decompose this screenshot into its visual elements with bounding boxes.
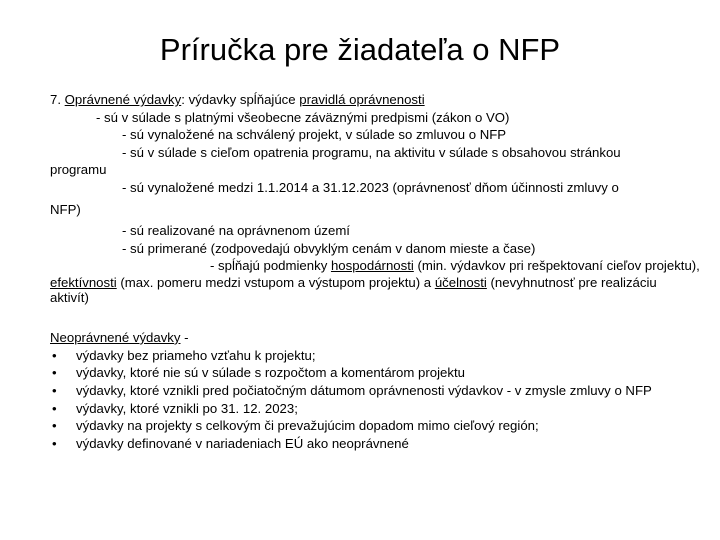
section7-heading-line xyxy=(50,91,690,109)
bullet-icon: • xyxy=(52,400,57,416)
intro-text: výdavky spĺňajúce xyxy=(184,92,300,107)
eligible-item-continuation: NFP) xyxy=(50,201,81,217)
list-item-text: výdavky bez priameho vzťahu k projektu; xyxy=(76,347,316,363)
section-number: 7. xyxy=(50,92,61,107)
last-end: (nevyhnutnosť pre realizáciu aktivít) xyxy=(50,274,661,305)
ineligible-heading: Neoprávnené výdavky xyxy=(50,329,181,345)
effectiveness-term: účelnosti xyxy=(434,274,487,290)
eligible-item: - sú primerané (zodpovedajú obvyklým cenám v danom mieste a čase) xyxy=(122,240,536,256)
eligible-item-last-line2 xyxy=(50,275,690,305)
eligible-heading: Oprávnené výdavky xyxy=(64,92,182,107)
list-item xyxy=(50,382,690,400)
list-item xyxy=(50,417,690,435)
last-mid1: (min. výdavkov pri rešpektovaní cieľov projektu), xyxy=(413,258,700,274)
spacer xyxy=(50,305,690,329)
eligible-item: - sú v súlade s platnými všeobecne záväznými predpismi (zákon o VO) xyxy=(96,109,510,125)
list-item-text: výdavky, ktoré vznikli po 31. 12. 2023; xyxy=(76,400,298,416)
economy-term: hospodárnosti xyxy=(330,258,414,274)
bullet-icon: • xyxy=(52,435,57,451)
bullet-icon: • xyxy=(52,418,57,434)
eligible-item: - sú vynaložené na schválený projekt, v súlade so zmluvou o NFP xyxy=(122,127,507,143)
list-item xyxy=(50,347,690,365)
list-item xyxy=(50,400,690,418)
list-item-text: výdavky na projekty s celkovým či prevažujúcim dopadom mimo cieľový región; xyxy=(76,418,539,434)
bullet-icon: • xyxy=(52,347,57,363)
list-item xyxy=(50,364,690,382)
body-text xyxy=(50,91,700,453)
list-item-text: výdavky, ktoré nie sú v súlade s rozpočtom a komentárom projektu xyxy=(76,365,465,381)
last-mid2: (max. pomeru medzi vstupom a výstupom projektu) a xyxy=(116,274,435,290)
eligible-item-continuation: programu xyxy=(50,162,107,178)
eligible-item: - sú realizované na oprávnenom území xyxy=(122,223,350,239)
list-item-text: výdavky, ktoré vznikli pred počiatočným dátumom oprávnenosti výdavkov - v zmysle zmluvy o NFP xyxy=(76,382,652,398)
bullet-icon: • xyxy=(52,382,57,398)
last-pre: - spĺňajú podmienky xyxy=(210,258,331,274)
slide-title: Príručka pre žiadateľa o NFP xyxy=(159,32,561,67)
list-item xyxy=(50,435,690,453)
list-item-text: výdavky definované v nariadeniach EÚ ako neoprávnené xyxy=(76,435,409,451)
eligible-item: - sú vynaložené medzi 1.1.2014 a 31.12.2023 (oprávnenosť dňom účinnosti zmluvy o xyxy=(122,179,619,195)
ineligible-list xyxy=(50,347,690,453)
heading-colon: : xyxy=(181,92,185,107)
intro-underlined: pravidlá oprávnenosti xyxy=(299,92,425,107)
bullet-icon: • xyxy=(52,365,57,381)
efficiency-term: efektívnosti xyxy=(50,274,117,290)
ineligible-dash: - xyxy=(180,329,189,345)
eligible-item: - sú v súlade s cieľom opatrenia programu, na aktivitu v súlade s obsahovou stránkou xyxy=(122,144,621,160)
eligible-item-last-line1 xyxy=(50,257,700,275)
ineligible-heading-line xyxy=(50,329,690,347)
